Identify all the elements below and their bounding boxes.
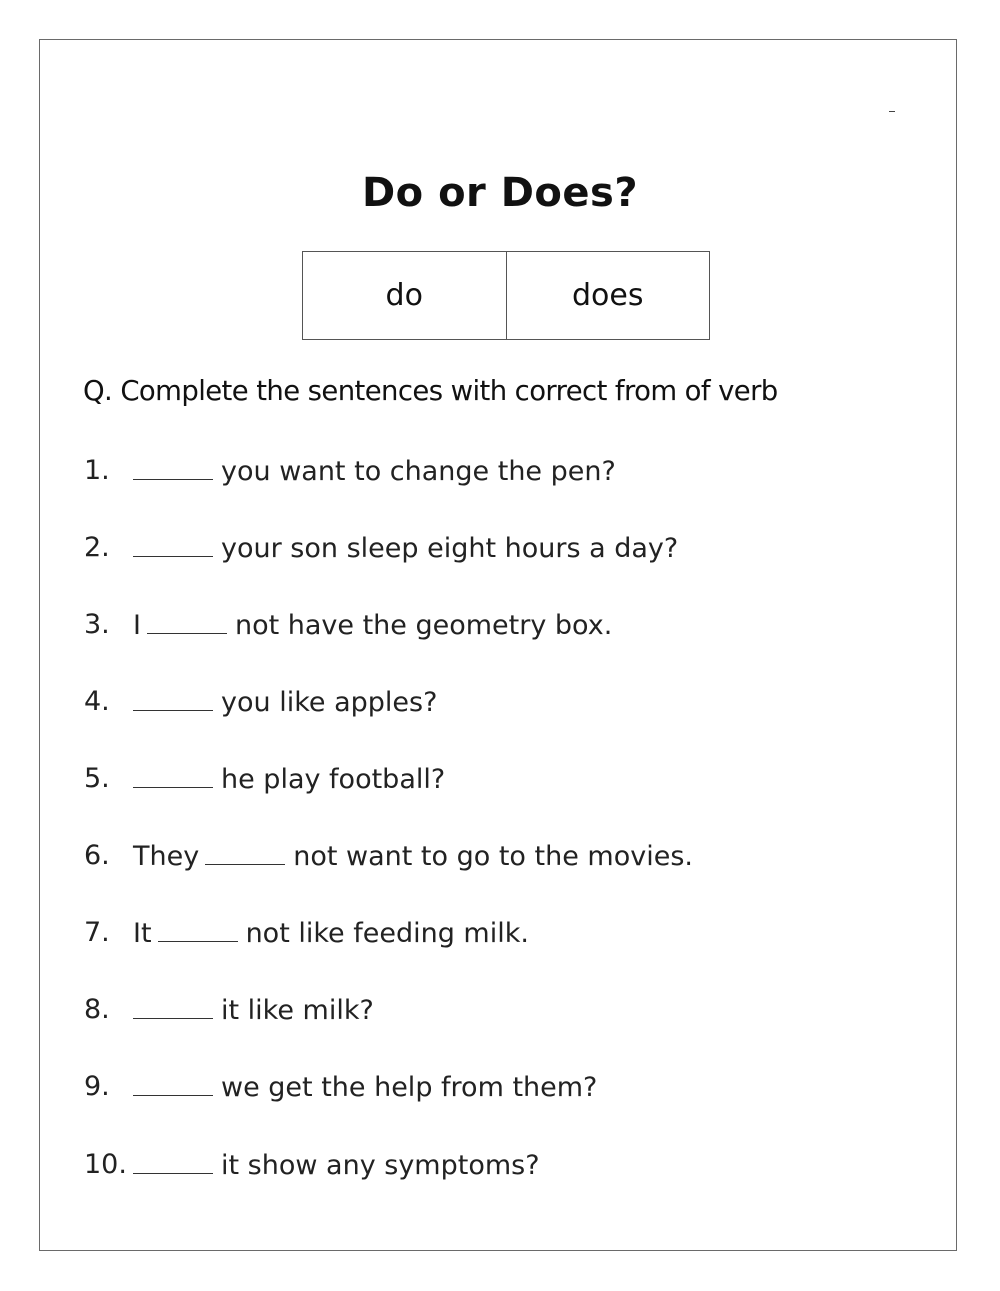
word-bank-table xyxy=(302,251,710,340)
question-text: we get the help from them? xyxy=(221,1072,598,1103)
question-text: not have the geometry box. xyxy=(234,610,613,641)
question-number: 10. xyxy=(84,1149,127,1180)
question-lead-text: It xyxy=(133,918,152,949)
answer-blank[interactable] xyxy=(205,836,285,865)
stray-mark xyxy=(889,111,895,112)
instruction-text: Q. Complete the sentences with correct from of verb xyxy=(83,375,778,407)
question-text: you like apples? xyxy=(221,687,438,718)
question-number: 8. xyxy=(84,994,110,1025)
answer-blank[interactable] xyxy=(133,451,213,480)
question-lead-text: I xyxy=(133,610,141,641)
question-text: not like feeding milk. xyxy=(245,918,529,949)
question-number: 7. xyxy=(84,917,110,948)
answer-blank[interactable] xyxy=(133,990,213,1019)
answer-blank[interactable] xyxy=(133,759,213,788)
answer-blank[interactable] xyxy=(147,605,227,634)
question-text: your son sleep eight hours a day? xyxy=(221,533,679,564)
answer-blank[interactable] xyxy=(133,528,213,557)
question-number: 3. xyxy=(84,609,110,640)
answer-blank[interactable] xyxy=(133,1067,213,1096)
word-bank-cell-does: does xyxy=(506,252,710,339)
answer-blank[interactable] xyxy=(133,1145,213,1174)
worksheet-title: Do or Does? xyxy=(361,170,639,216)
answer-blank[interactable] xyxy=(158,913,238,942)
question-number: 9. xyxy=(84,1071,110,1102)
question-text: you want to change the pen? xyxy=(221,456,616,487)
question-text: it like milk? xyxy=(221,995,374,1026)
question-number: 1. xyxy=(84,455,110,486)
answer-blank[interactable] xyxy=(133,682,213,711)
question-text: he play football? xyxy=(221,764,446,795)
question-lead-text: They xyxy=(133,841,200,872)
question-text: it show any symptoms? xyxy=(221,1150,540,1181)
question-text: not want to go to the movies. xyxy=(293,841,693,872)
question-number: 6. xyxy=(84,840,110,871)
question-number: 4. xyxy=(84,686,110,717)
question-number: 2. xyxy=(84,532,110,563)
word-bank-cell-do: do xyxy=(385,278,423,313)
question-number: 5. xyxy=(84,763,110,794)
